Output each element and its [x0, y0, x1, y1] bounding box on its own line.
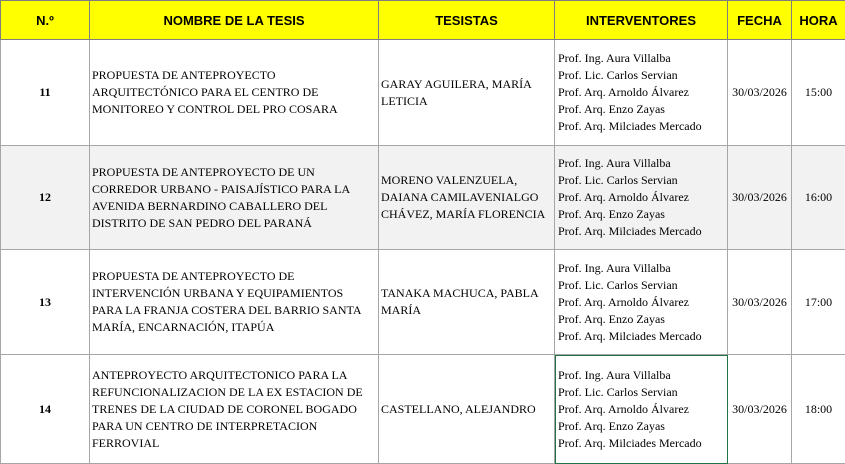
cell-hora[interactable]: 17:00 — [792, 250, 845, 355]
interventor-name: Prof. Lic. Carlos Servian — [558, 277, 725, 294]
cell-nombre[interactable]: ANTEPROYECTO ARQUITECTONICO PARA LA REFUNCIONALIZACION DE LA EX ESTACION DE TRENES DE LA CIUDAD DE CORONEL BOGADO PARA UN CENTRO DE INTERPRETACION FERROVIAL — [90, 355, 379, 464]
cell-fecha[interactable]: 30/03/2026 — [728, 250, 792, 355]
interventor-name: Prof. Arq. Arnoldo Álvarez — [558, 84, 725, 101]
interventor-name: Prof. Arq. Milciades Mercado — [558, 435, 725, 452]
cell-tesistas[interactable]: TANAKA MACHUCA, PABLA MARÍA — [379, 250, 555, 355]
header-fecha[interactable]: FECHA — [728, 1, 792, 40]
interventor-name: Prof. Ing. Aura Villalba — [558, 367, 725, 384]
cell-interventores-selected[interactable] — [555, 355, 728, 464]
table-row — [1, 355, 845, 464]
interventor-name: Prof. Arq. Enzo Zayas — [558, 101, 725, 118]
table-row — [1, 40, 845, 146]
interventor-name: Prof. Arq. Enzo Zayas — [558, 311, 725, 328]
header-tesistas[interactable]: TESISTAS — [379, 1, 555, 40]
interventor-name: Prof. Arq. Milciades Mercado — [558, 118, 725, 135]
cell-num[interactable]: 13 — [1, 250, 90, 355]
interventor-name: Prof. Ing. Aura Villalba — [558, 155, 725, 172]
cell-interventores[interactable] — [555, 146, 728, 250]
header-row — [1, 1, 845, 40]
interventor-name: Prof. Arq. Enzo Zayas — [558, 206, 725, 223]
cell-nombre[interactable]: PROPUESTA DE ANTEPROYECTO DE UN CORREDOR URBANO - PAISAJÍSTICO PARA LA AVENIDA BERNARDINO CABALLERO DEL DISTRITO DE SAN PEDRO DEL PARANÁ — [90, 146, 379, 250]
interventor-name: Prof. Arq. Arnoldo Álvarez — [558, 401, 725, 418]
interventor-name: Prof. Arq. Arnoldo Álvarez — [558, 294, 725, 311]
cell-interventores[interactable] — [555, 250, 728, 355]
interventor-name: Prof. Ing. Aura Villalba — [558, 50, 725, 67]
cell-fecha[interactable]: 30/03/2026 — [728, 40, 792, 146]
cell-num[interactable]: 14 — [1, 355, 90, 464]
cell-nombre[interactable]: PROPUESTA DE ANTEPROYECTO DE INTERVENCIÓN URBANA Y EQUIPAMIENTOS PARA LA FRANJA COSTERA DEL BARRIO SANTA MARÍA, ENCARNACIÓN, ITAPÚA — [90, 250, 379, 355]
cell-nombre[interactable]: PROPUESTA DE ANTEPROYECTO ARQUITECTÓNICO PARA EL CENTRO DE MONITOREO Y CONTROL DEL PRO COSARA — [90, 40, 379, 146]
interventor-name: Prof. Arq. Milciades Mercado — [558, 328, 725, 345]
header-hora[interactable]: HORA — [792, 1, 845, 40]
cell-hora[interactable]: 18:00 — [792, 355, 845, 464]
interventor-name: Prof. Ing. Aura Villalba — [558, 260, 725, 277]
interventor-name: Prof. Arq. Enzo Zayas — [558, 418, 725, 435]
interventor-name: Prof. Lic. Carlos Servian — [558, 384, 725, 401]
cell-num[interactable]: 12 — [1, 146, 90, 250]
interventor-name: Prof. Arq. Arnoldo Álvarez — [558, 189, 725, 206]
cell-fecha[interactable]: 30/03/2026 — [728, 146, 792, 250]
cell-tesistas[interactable]: GARAY AGUILERA, MARÍA LETICIA — [379, 40, 555, 146]
cell-tesistas[interactable]: MORENO VALENZUELA, DAIANA CAMILAVENIALGO CHÁVEZ, MARÍA FLORENCIA — [379, 146, 555, 250]
cell-num[interactable]: 11 — [1, 40, 90, 146]
cell-interventores[interactable] — [555, 40, 728, 146]
header-interventores[interactable]: INTERVENTORES — [555, 1, 728, 40]
cell-tesistas[interactable]: CASTELLANO, ALEJANDRO — [379, 355, 555, 464]
interventor-name: Prof. Lic. Carlos Servian — [558, 67, 725, 84]
cell-fecha[interactable]: 30/03/2026 — [728, 355, 792, 464]
cell-hora[interactable]: 16:00 — [792, 146, 845, 250]
interventor-name: Prof. Arq. Milciades Mercado — [558, 223, 725, 240]
interventor-name: Prof. Lic. Carlos Servian — [558, 172, 725, 189]
table-row — [1, 146, 845, 250]
table-row — [1, 250, 845, 355]
header-num[interactable]: N.º — [1, 1, 90, 40]
header-nombre[interactable]: NOMBRE DE LA TESIS — [90, 1, 379, 40]
cell-hora[interactable]: 15:00 — [792, 40, 845, 146]
